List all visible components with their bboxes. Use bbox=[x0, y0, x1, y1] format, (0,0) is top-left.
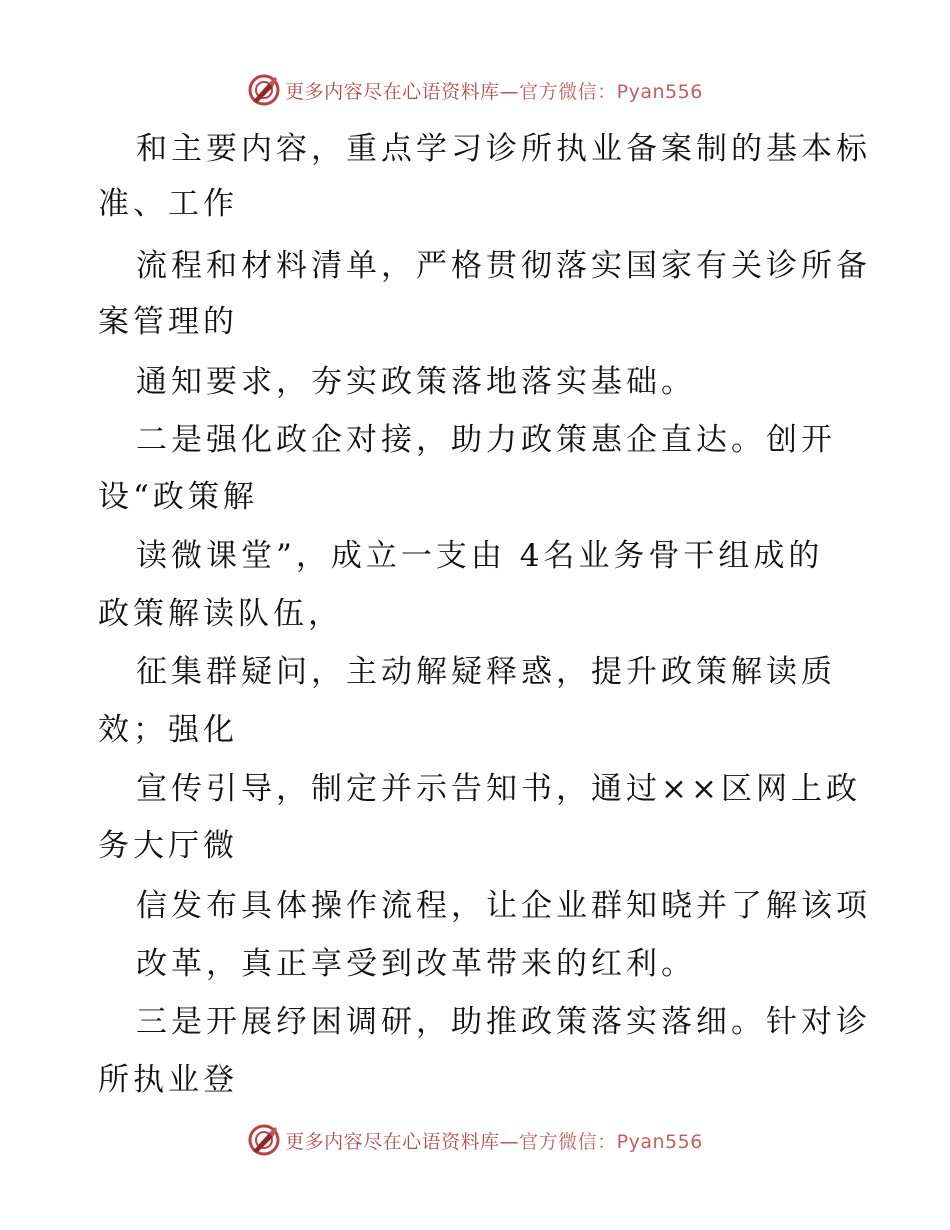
header-banner bbox=[0, 70, 950, 110]
text-line: 效；强化 bbox=[98, 712, 238, 748]
banner-text bbox=[285, 77, 703, 104]
text-line: 改革，真正享受到改革带来的红利。 bbox=[136, 946, 696, 982]
text-line: 二是强化政企对接，助力政策惠企直达。创开 bbox=[136, 422, 836, 458]
text-line: 征集群疑问，主动解疑释惑，提升政策解读质 bbox=[136, 654, 836, 690]
banner-title: 更多内容尽在心语资料库— bbox=[285, 1130, 520, 1153]
text-line: 准、工作 bbox=[98, 186, 238, 222]
banner-text bbox=[285, 1127, 703, 1154]
text-line: 通知要求，夯实政策落地落实基础。 bbox=[136, 364, 696, 400]
text-line: 设“政策解 bbox=[98, 479, 258, 515]
document-body bbox=[0, 122, 950, 1112]
banner-wechat: 官方微信：Pyan556 bbox=[519, 1130, 703, 1153]
banner-title: 更多内容尽在心语资料库— bbox=[285, 80, 520, 103]
text-line: 案管理的 bbox=[98, 304, 238, 340]
text-line: 流程和材料清单，严格贯彻落实国家有关诊所备 bbox=[136, 248, 871, 284]
pen-logo-icon bbox=[247, 73, 281, 107]
text-line: 三是开展纾困调研，助推政策落实落细。针对诊 bbox=[136, 1004, 871, 1040]
pen-logo-icon bbox=[247, 1123, 281, 1157]
text-line: 所执业登 bbox=[98, 1062, 238, 1098]
text-line: 政策解读队伍， bbox=[98, 596, 343, 632]
text-line: 宣传引导，制定并示告知书，通过××区网上政 bbox=[136, 771, 861, 807]
footer-banner bbox=[0, 1120, 950, 1160]
banner-wechat: 官方微信：Pyan556 bbox=[519, 80, 703, 103]
text-line: 读微课堂”，成立一支由 4名业务骨干组成的 bbox=[136, 538, 824, 574]
text-line: 务大厅微 bbox=[98, 828, 238, 864]
text-line: 和主要内容，重点学习诊所执业备案制的基本标 bbox=[136, 131, 871, 167]
text-line: 信发布具体操作流程，让企业群知晓并了解该项 bbox=[136, 888, 871, 924]
